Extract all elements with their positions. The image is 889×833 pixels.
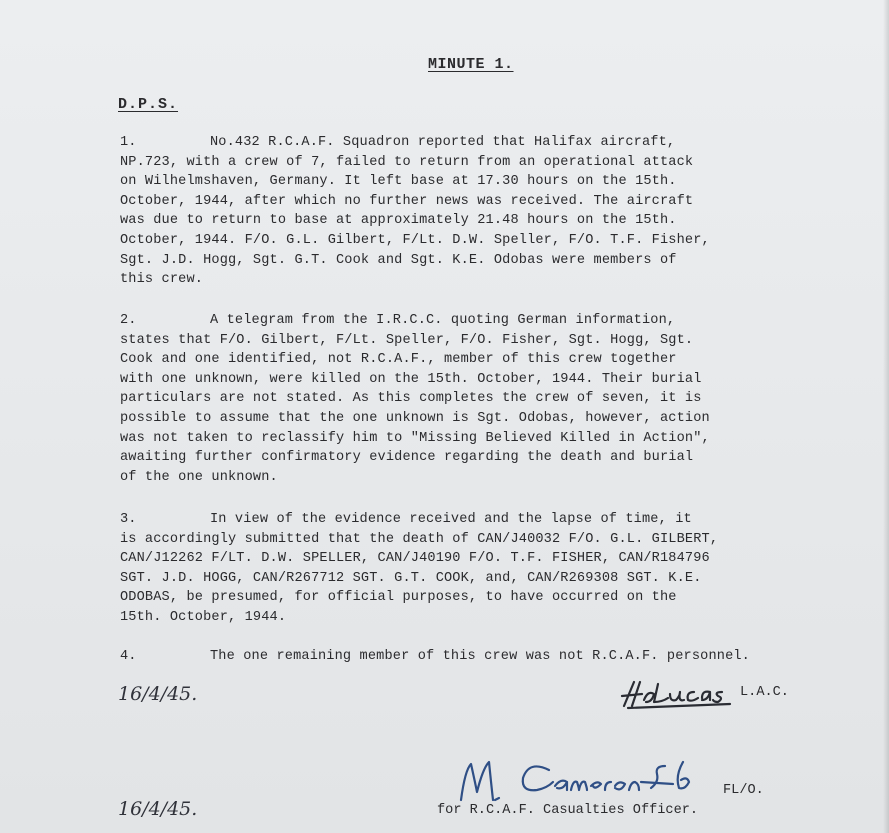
paragraph-line: was not taken to reclassify him to "Missing Believed Killed in Action",	[120, 430, 710, 446]
paragraph-line: possible to assume that the one unknown is Sgt. Odobas, however, action	[120, 410, 710, 426]
paragraph-line: October, 1944, after which no further news was received. The aircraft	[120, 193, 694, 209]
rank-flo: FL/O.	[723, 783, 764, 798]
paragraph-line: with one unknown, were killed on the 15th. October, 1944. Their burial	[120, 371, 702, 387]
paragraph-line: NP.723, with a crew of 7, failed to return from an operational attack	[120, 154, 694, 170]
paragraph-number: 3.	[120, 512, 137, 527]
handwritten-date-2: 16/4/45.	[118, 798, 198, 820]
paragraph-line: Sgt. J.D. Hogg, Sgt. G.T. Cook and Sgt. K.E. Odobas were members of	[120, 252, 677, 268]
paragraph-3	[120, 510, 840, 628]
paragraph-1	[120, 133, 840, 290]
paragraph-line: particulars are not stated. As this completes the crew of seven, it is	[120, 391, 702, 407]
paragraph-line: this crew.	[120, 272, 204, 288]
paragraph-line: SGT. J.D. HOGG, CAN/R267712 SGT. G.T. COOK, and, CAN/R269308 SGT. K.E.	[120, 570, 702, 586]
handwritten-date-1: 16/4/45.	[118, 683, 198, 705]
paragraph-line: ODOBAS, be presumed, for official purposes, to have occurred on the	[120, 590, 677, 606]
page-edge-shadow	[883, 0, 889, 833]
paragraph-line: of the one unknown.	[120, 469, 278, 485]
paragraph-line: awaiting further confirmatory evidence regarding the death and burial	[120, 450, 694, 466]
paragraph-line: In view of the evidence received and the lapse of time, it	[210, 512, 692, 527]
document-title: MINUTE 1.	[428, 56, 514, 73]
paragraph-4	[120, 647, 840, 667]
paragraph-number: 2.	[120, 313, 137, 328]
signature-lucas	[618, 676, 738, 710]
paragraph-line: Cook and one identified, not R.C.A.F., member of this crew together	[120, 352, 677, 368]
paragraph-line: on Wilhelmshaven, Germany. It left base at 17.30 hours on the 15th.	[120, 174, 677, 190]
paragraph-line: was due to return to base at approximately 21.48 hours on the 15th.	[120, 213, 677, 229]
paragraph-line: 15th. October, 1944.	[120, 609, 287, 625]
paragraph-line: CAN/J12262 F/LT. D.W. SPELLER, CAN/J40190 F/O. T.F. FISHER, CAN/R184796	[120, 551, 710, 567]
paragraph-number: 1.	[120, 135, 137, 150]
paragraph-line: is accordingly submitted that the death of CAN/J40032 F/O. G.L. GILBERT,	[120, 531, 719, 547]
officer-title: for R.C.A.F. Casualties Officer.	[437, 803, 699, 818]
paragraph-number: 4.	[120, 649, 137, 664]
paragraph-line: The one remaining member of this crew was not R.C.A.F. personnel.	[210, 649, 750, 664]
paragraph-line: A telegram from the I.R.C.C. quoting German information,	[210, 313, 676, 328]
paragraph-2	[120, 311, 840, 487]
addressee: D.P.S.	[118, 96, 179, 113]
paragraph-line: No.432 R.C.A.F. Squadron reported that Halifax aircraft,	[210, 135, 676, 150]
paragraph-line: states that F/O. Gilbert, F/Lt. Speller, F/O. Fisher, Sgt. Hogg, Sgt.	[120, 332, 694, 348]
signature-cameron	[455, 752, 715, 808]
rank-lac: L.A.C.	[740, 685, 789, 700]
paragraph-line: October, 1944. F/O. G.L. Gilbert, F/Lt. D.W. Speller, F/O. T.F. Fisher,	[120, 232, 710, 248]
